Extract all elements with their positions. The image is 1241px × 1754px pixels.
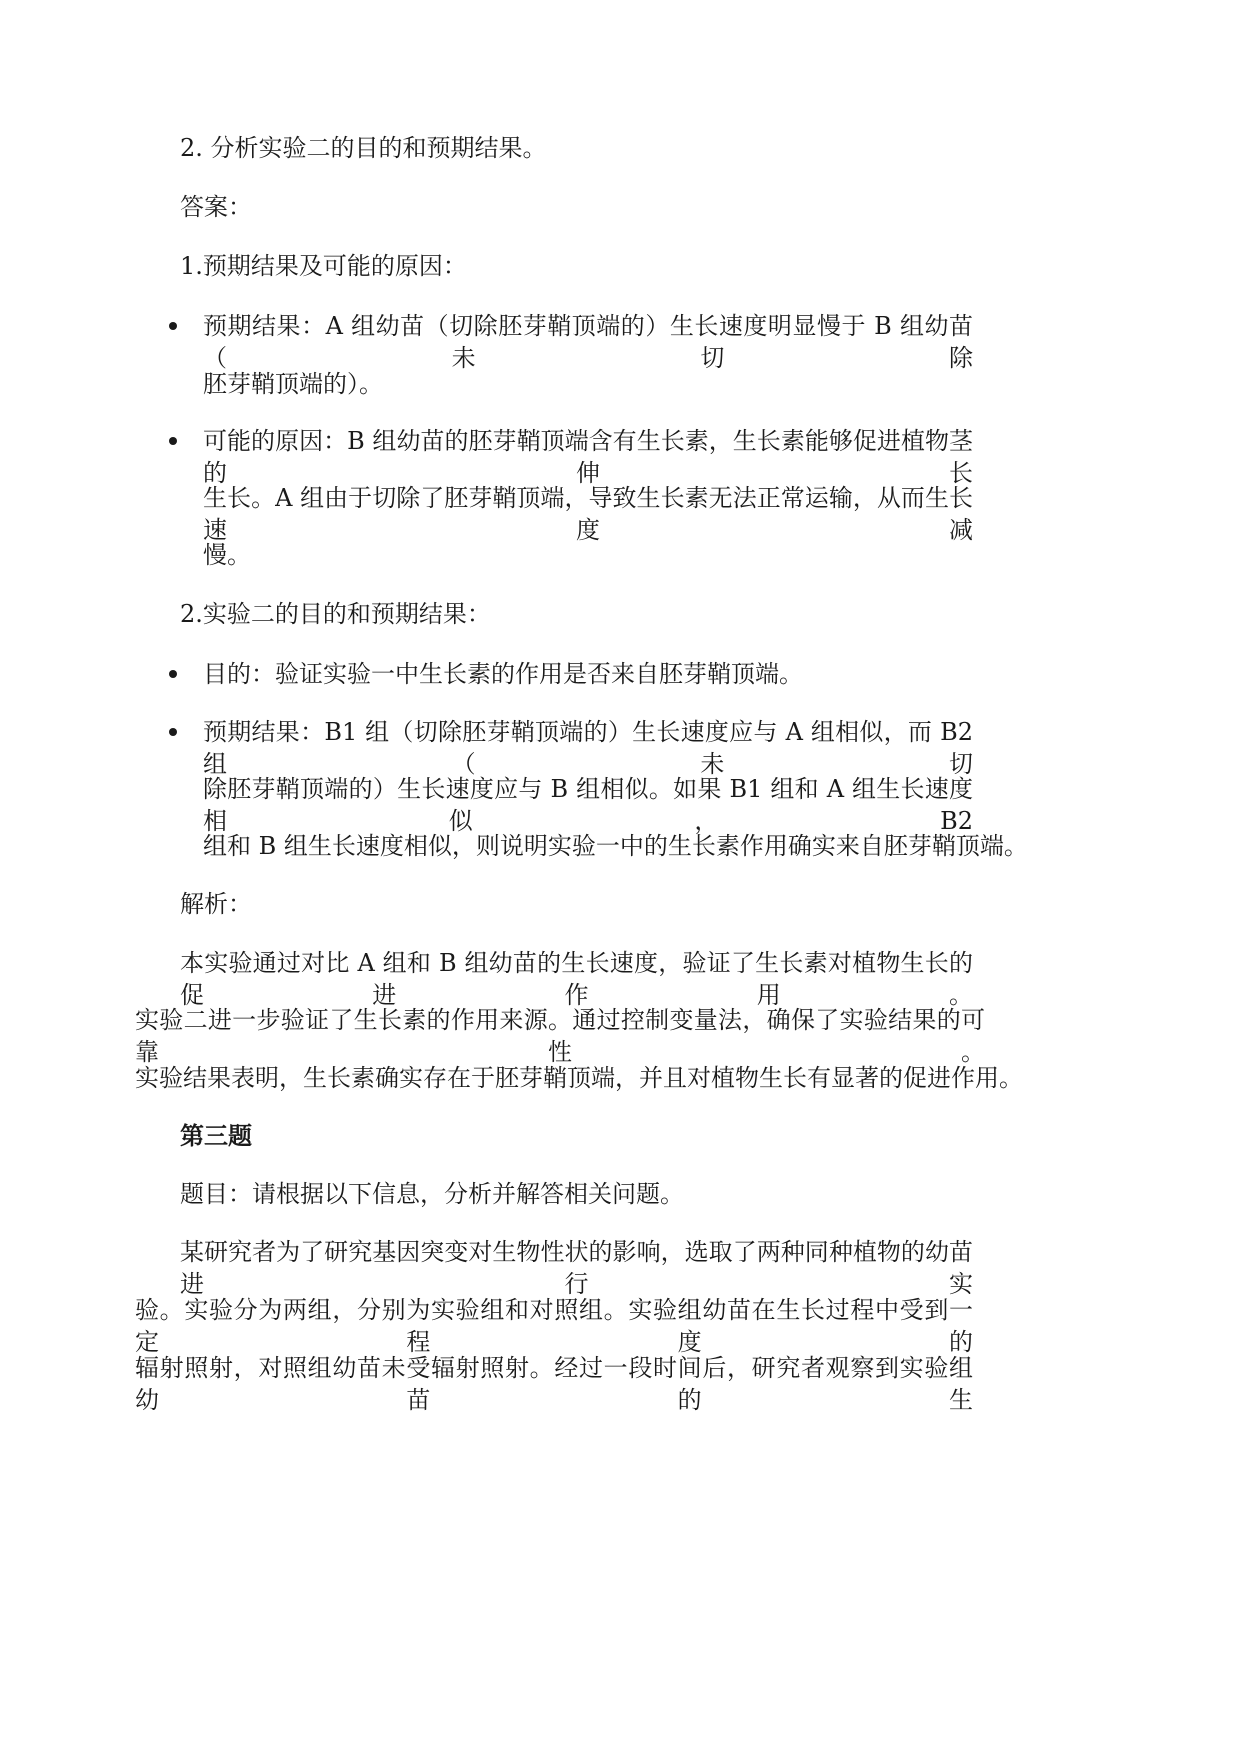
question-3-body-line: 验。实验分为两组，分别为实验组和对照组。实验组幼苗在生长过程中受到一定程度的 bbox=[135, 1296, 973, 1356]
analysis-line: 实验结果表明，生长素确实存在于胚芽鞘顶端，并且对植物生长有显著的促进作用。 bbox=[135, 1064, 1023, 1092]
bullet-line: 预期结果：B1 组（切除胚芽鞘顶端的）生长速度应与 A 组相似，而 B2 组（未切 bbox=[203, 718, 973, 778]
question-3-body-line: 某研究者为了研究基因突变对生物性状的影响，选取了两种同种植物的幼苗进行实 bbox=[180, 1238, 973, 1298]
answer-label: 答案： bbox=[180, 193, 252, 221]
bullet-dot-icon bbox=[169, 670, 177, 678]
question-3-prompt: 题目：请根据以下信息，分析并解答相关问题。 bbox=[180, 1180, 684, 1208]
bullet-line: 生长。A 组由于切除了胚芽鞘顶端，导致生长素无法正常运输，从而生长速度减 bbox=[203, 484, 973, 544]
bullet-line: 慢。 bbox=[203, 541, 251, 569]
bullet-line: 胚芽鞘顶端的）。 bbox=[203, 370, 383, 398]
analysis-line: 实验二进一步验证了生长素的作用来源。通过控制变量法，确保了实验结果的可靠性。 bbox=[135, 1006, 985, 1066]
question-3-title: 第三题 bbox=[180, 1121, 252, 1150]
bullet-line: 目的：验证实验一中生长素的作用是否来自胚芽鞘顶端。 bbox=[203, 660, 803, 688]
answer-1-heading: 1.预期结果及可能的原因： bbox=[180, 252, 467, 280]
bullet-dot-icon bbox=[169, 437, 177, 445]
answer-2-heading: 2.实验二的目的和预期结果： bbox=[180, 600, 491, 628]
question-3-body-line: 辐射照射，对照组幼苗未受辐射照射。经过一段时间后，研究者观察到实验组幼苗的生 bbox=[135, 1354, 973, 1414]
analysis-label: 解析： bbox=[180, 890, 252, 918]
bullet-dot-icon bbox=[169, 322, 177, 330]
bullet-line: 除胚芽鞘顶端的）生长速度应与 B 组相似。如果 B1 组和 A 组生长速度相似，B2 bbox=[203, 775, 973, 835]
bullet-dot-icon bbox=[169, 728, 177, 736]
question-2-heading: 2. 分析实验二的目的和预期结果。 bbox=[180, 134, 547, 162]
analysis-line: 本实验通过对比 A 组和 B 组幼苗的生长速度，验证了生长素对植物生长的促进作用。 bbox=[180, 949, 973, 1009]
bullet-line: 预期结果：A 组幼苗（切除胚芽鞘顶端的）生长速度明显慢于 B 组幼苗（未切除 bbox=[203, 312, 973, 372]
bullet-line: 组和 B 组生长速度相似，则说明实验一中的生长素作用确实来自胚芽鞘顶端。 bbox=[203, 832, 1028, 860]
bullet-line: 可能的原因：B 组幼苗的胚芽鞘顶端含有生长素，生长素能够促进植物茎的伸长 bbox=[203, 427, 973, 487]
